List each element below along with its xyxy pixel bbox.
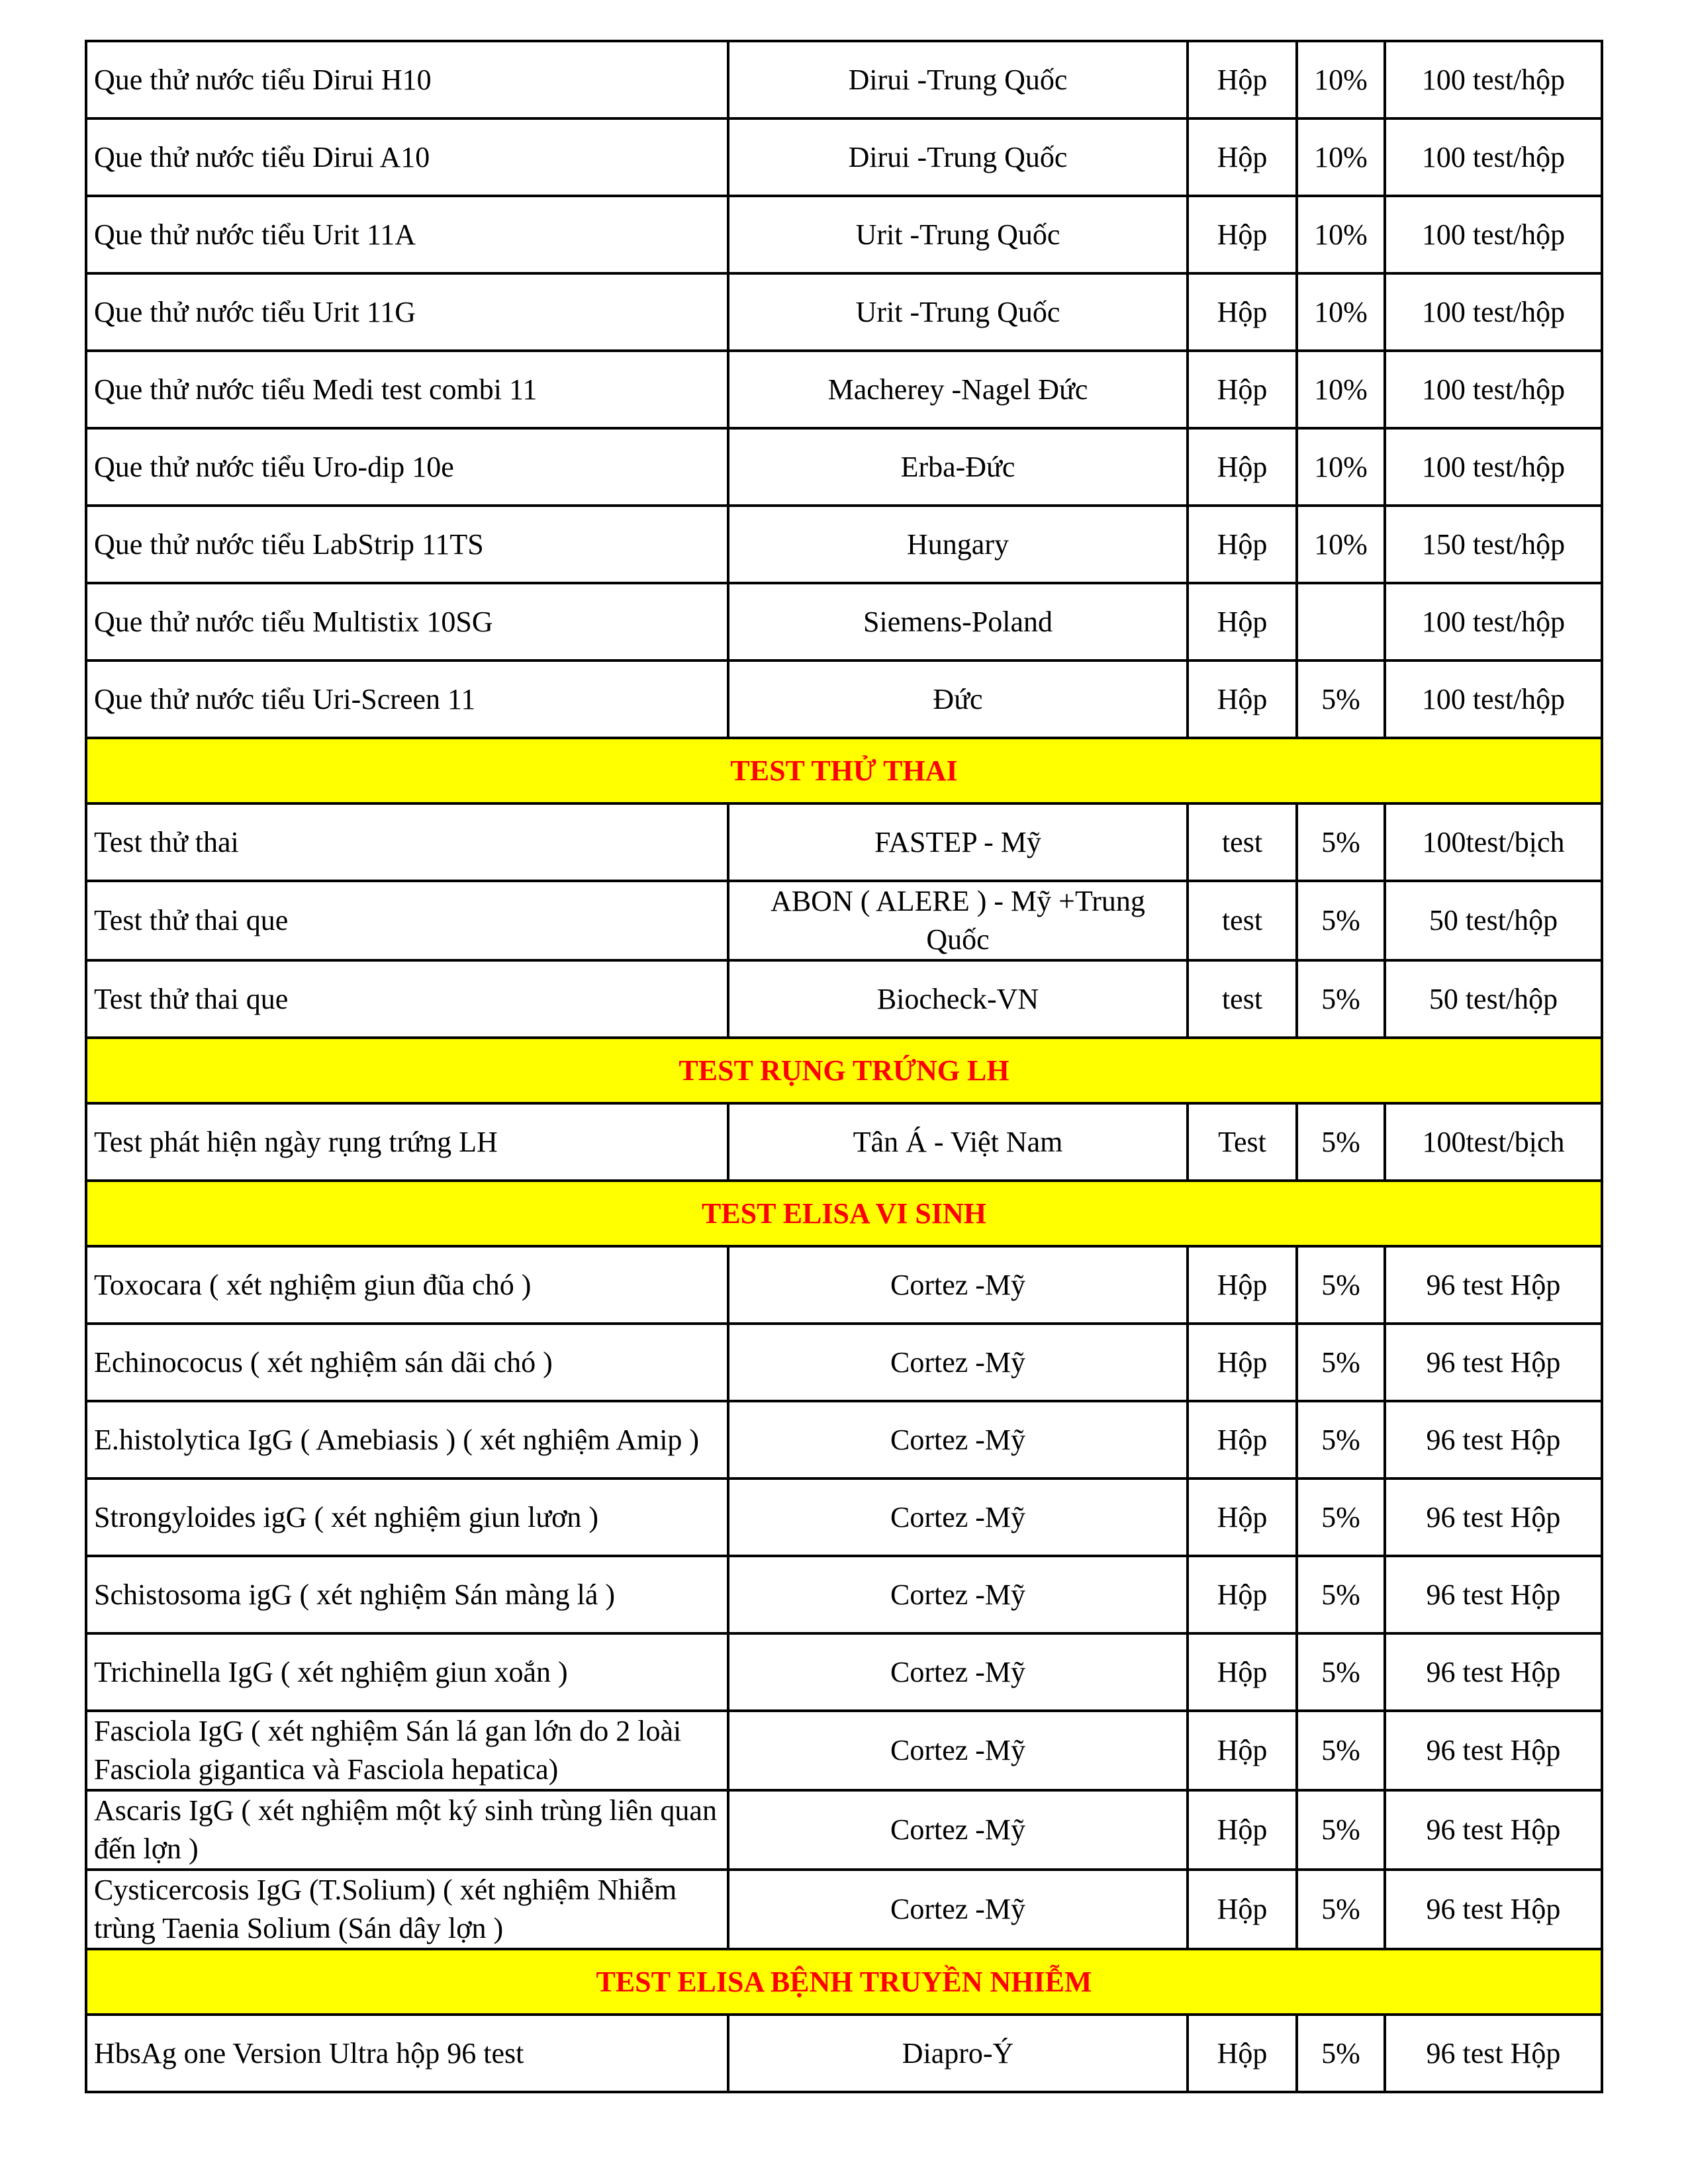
product-name-cell: Que thử nước tiểu Uro-dip 10e bbox=[86, 428, 728, 506]
unit-cell: Hộp bbox=[1188, 1870, 1297, 1949]
unit-cell: Hộp bbox=[1188, 118, 1297, 196]
unit-cell: Hộp bbox=[1188, 1790, 1297, 1870]
table-row bbox=[86, 1103, 1602, 1181]
product-name-cell: Que thử nước tiểu Urit 11A bbox=[86, 196, 728, 273]
unit-cell: Hộp bbox=[1188, 506, 1297, 583]
pack-size-cell: 100 test/hộp bbox=[1385, 428, 1602, 506]
table-row bbox=[86, 960, 1602, 1038]
pack-size-cell: 96 test Hộp bbox=[1385, 1401, 1602, 1479]
unit-cell: test bbox=[1188, 960, 1297, 1038]
discount-cell: 10% bbox=[1297, 41, 1385, 118]
discount-cell: 5% bbox=[1297, 1633, 1385, 1711]
product-name-cell: Echinococus ( xét nghiệm sán dãi chó ) bbox=[86, 1324, 728, 1401]
table-row bbox=[86, 1711, 1602, 1790]
origin-cell: Dirui -Trung Quốc bbox=[728, 41, 1188, 118]
product-name-cell: Schistosoma igG ( xét nghiệm Sán màng lá ) bbox=[86, 1556, 728, 1633]
table-row bbox=[86, 881, 1602, 960]
product-name-cell: Que thử nước tiểu Dirui H10 bbox=[86, 41, 728, 118]
section-title: TEST ELISA BỆNH TRUYỀN NHIỄM bbox=[86, 1949, 1602, 2015]
table-row bbox=[86, 41, 1602, 118]
product-name-cell: Cysticercosis IgG (T.Solium) ( xét nghiệm Nhiễm trùng Taenia Solium (Sán dây lợn ) bbox=[86, 1870, 728, 1949]
section-title: TEST THỬ THAI bbox=[86, 738, 1602, 803]
origin-cell: Cortez -Mỹ bbox=[728, 1324, 1188, 1401]
pack-size-cell: 96 test Hộp bbox=[1385, 2015, 1602, 2092]
product-name-cell: Que thử nước tiểu Uri-Screen 11 bbox=[86, 660, 728, 738]
origin-cell: Đức bbox=[728, 660, 1188, 738]
product-name-cell: Test thử thai bbox=[86, 803, 728, 881]
unit-cell: Hộp bbox=[1188, 1324, 1297, 1401]
section-title: TEST RỤNG TRỨNG LH bbox=[86, 1038, 1602, 1103]
origin-cell: Urit -Trung Quốc bbox=[728, 196, 1188, 273]
section-header-row bbox=[86, 1038, 1602, 1103]
discount-cell bbox=[1297, 583, 1385, 660]
origin-cell: ABON ( ALERE ) - Mỹ +Trung Quốc bbox=[728, 881, 1188, 960]
pack-size-cell: 100 test/hộp bbox=[1385, 196, 1602, 273]
product-name-cell: E.histolytica IgG ( Amebiasis ) ( xét nghiệm Amip ) bbox=[86, 1401, 728, 1479]
discount-cell: 5% bbox=[1297, 881, 1385, 960]
origin-cell: Cortez -Mỹ bbox=[728, 1790, 1188, 1870]
table-row bbox=[86, 2015, 1602, 2092]
product-name-cell: Que thử nước tiểu LabStrip 11TS bbox=[86, 506, 728, 583]
product-name-cell: Trichinella IgG ( xét nghiệm giun xoắn ) bbox=[86, 1633, 728, 1711]
table-row bbox=[86, 1401, 1602, 1479]
product-name-cell: Que thử nước tiểu Urit 11G bbox=[86, 273, 728, 351]
product-name-cell: Test thử thai que bbox=[86, 881, 728, 960]
unit-cell: Hộp bbox=[1188, 1556, 1297, 1633]
pack-size-cell: 100 test/hộp bbox=[1385, 660, 1602, 738]
table-row bbox=[86, 273, 1602, 351]
discount-cell: 5% bbox=[1297, 1401, 1385, 1479]
product-name-cell: Ascaris IgG ( xét nghiệm một ký sinh trùng liên quan đến lợn ) bbox=[86, 1790, 728, 1870]
pack-size-cell: 96 test Hộp bbox=[1385, 1711, 1602, 1790]
pack-size-cell: 96 test Hộp bbox=[1385, 1479, 1602, 1556]
discount-cell: 10% bbox=[1297, 273, 1385, 351]
discount-cell: 10% bbox=[1297, 506, 1385, 583]
unit-cell: test bbox=[1188, 881, 1297, 960]
origin-cell: Diapro-Ý bbox=[728, 2015, 1188, 2092]
origin-cell: Macherey -Nagel Đức bbox=[728, 351, 1188, 428]
product-price-table bbox=[85, 40, 1603, 2093]
pack-size-cell: 100 test/hộp bbox=[1385, 583, 1602, 660]
origin-cell: Tân Á - Việt Nam bbox=[728, 1103, 1188, 1181]
pack-size-cell: 96 test Hộp bbox=[1385, 1324, 1602, 1401]
unit-cell: Hộp bbox=[1188, 2015, 1297, 2092]
pack-size-cell: 100 test/hộp bbox=[1385, 118, 1602, 196]
discount-cell: 10% bbox=[1297, 351, 1385, 428]
table-row bbox=[86, 583, 1602, 660]
section-title: TEST ELISA VI SINH bbox=[86, 1181, 1602, 1246]
pack-size-cell: 100 test/hộp bbox=[1385, 41, 1602, 118]
discount-cell: 5% bbox=[1297, 1103, 1385, 1181]
table-row bbox=[86, 660, 1602, 738]
pack-size-cell: 150 test/hộp bbox=[1385, 506, 1602, 583]
discount-cell: 5% bbox=[1297, 803, 1385, 881]
unit-cell: Hộp bbox=[1188, 1711, 1297, 1790]
table-row bbox=[86, 351, 1602, 428]
unit-cell: Hộp bbox=[1188, 41, 1297, 118]
unit-cell: Hộp bbox=[1188, 351, 1297, 428]
origin-cell: Cortez -Mỹ bbox=[728, 1556, 1188, 1633]
discount-cell: 5% bbox=[1297, 1870, 1385, 1949]
discount-cell: 10% bbox=[1297, 118, 1385, 196]
pack-size-cell: 96 test Hộp bbox=[1385, 1633, 1602, 1711]
origin-cell: Cortez -Mỹ bbox=[728, 1479, 1188, 1556]
product-name-cell: Toxocara ( xét nghiệm giun đũa chó ) bbox=[86, 1246, 728, 1324]
origin-cell: Dirui -Trung Quốc bbox=[728, 118, 1188, 196]
origin-cell: Cortez -Mỹ bbox=[728, 1401, 1188, 1479]
pack-size-cell: 100test/bịch bbox=[1385, 1103, 1602, 1181]
discount-cell: 5% bbox=[1297, 1790, 1385, 1870]
product-name-cell: Strongyloides igG ( xét nghiệm giun lươn ) bbox=[86, 1479, 728, 1556]
table-row bbox=[86, 118, 1602, 196]
section-header-row bbox=[86, 1949, 1602, 2015]
table-row bbox=[86, 1246, 1602, 1324]
origin-cell: Siemens-Poland bbox=[728, 583, 1188, 660]
product-name-cell: HbsAg one Version Ultra hộp 96 test bbox=[86, 2015, 728, 2092]
discount-cell: 5% bbox=[1297, 1324, 1385, 1401]
pack-size-cell: 96 test Hộp bbox=[1385, 1246, 1602, 1324]
discount-cell: 10% bbox=[1297, 196, 1385, 273]
section-header-row bbox=[86, 738, 1602, 803]
product-name-cell: Que thử nước tiểu Dirui A10 bbox=[86, 118, 728, 196]
pack-size-cell: 100test/bịch bbox=[1385, 803, 1602, 881]
table-row bbox=[86, 1633, 1602, 1711]
discount-cell: 5% bbox=[1297, 1711, 1385, 1790]
table-row bbox=[86, 1790, 1602, 1870]
discount-cell: 5% bbox=[1297, 2015, 1385, 2092]
pack-size-cell: 100 test/hộp bbox=[1385, 351, 1602, 428]
table-row bbox=[86, 196, 1602, 273]
pack-size-cell: 100 test/hộp bbox=[1385, 273, 1602, 351]
unit-cell: Hộp bbox=[1188, 583, 1297, 660]
table-row bbox=[86, 1324, 1602, 1401]
product-name-cell: Test phát hiện ngày rụng trứng LH bbox=[86, 1103, 728, 1181]
origin-cell: Cortez -Mỹ bbox=[728, 1246, 1188, 1324]
unit-cell: test bbox=[1188, 803, 1297, 881]
pack-size-cell: 50 test/hộp bbox=[1385, 960, 1602, 1038]
discount-cell: 5% bbox=[1297, 660, 1385, 738]
discount-cell: 5% bbox=[1297, 1246, 1385, 1324]
origin-cell: Urit -Trung Quốc bbox=[728, 273, 1188, 351]
unit-cell: Hộp bbox=[1188, 428, 1297, 506]
table-row bbox=[86, 1556, 1602, 1633]
unit-cell: Hộp bbox=[1188, 196, 1297, 273]
unit-cell: Hộp bbox=[1188, 1633, 1297, 1711]
product-name-cell: Test thử thai que bbox=[86, 960, 728, 1038]
table-row bbox=[86, 428, 1602, 506]
table-row bbox=[86, 1479, 1602, 1556]
unit-cell: Hộp bbox=[1188, 660, 1297, 738]
table-row bbox=[86, 506, 1602, 583]
discount-cell: 5% bbox=[1297, 1479, 1385, 1556]
discount-cell: 5% bbox=[1297, 960, 1385, 1038]
unit-cell: Hộp bbox=[1188, 273, 1297, 351]
unit-cell: Hộp bbox=[1188, 1479, 1297, 1556]
origin-cell: Biocheck-VN bbox=[728, 960, 1188, 1038]
discount-cell: 10% bbox=[1297, 428, 1385, 506]
pack-size-cell: 50 test/hộp bbox=[1385, 881, 1602, 960]
origin-cell: Cortez -Mỹ bbox=[728, 1633, 1188, 1711]
table-row bbox=[86, 1870, 1602, 1949]
unit-cell: Hộp bbox=[1188, 1401, 1297, 1479]
pack-size-cell: 96 test Hộp bbox=[1385, 1870, 1602, 1949]
pack-size-cell: 96 test Hộp bbox=[1385, 1556, 1602, 1633]
product-name-cell: Que thử nước tiểu Medi test combi 11 bbox=[86, 351, 728, 428]
discount-cell: 5% bbox=[1297, 1556, 1385, 1633]
origin-cell: Cortez -Mỹ bbox=[728, 1711, 1188, 1790]
product-name-cell: Que thử nước tiểu Multistix 10SG bbox=[86, 583, 728, 660]
origin-cell: Cortez -Mỹ bbox=[728, 1870, 1188, 1949]
section-header-row bbox=[86, 1181, 1602, 1246]
table-row bbox=[86, 803, 1602, 881]
origin-cell: Erba-Đức bbox=[728, 428, 1188, 506]
unit-cell: Hộp bbox=[1188, 1246, 1297, 1324]
unit-cell: Test bbox=[1188, 1103, 1297, 1181]
origin-cell: Hungary bbox=[728, 506, 1188, 583]
product-name-cell: Fasciola IgG ( xét nghiệm Sán lá gan lớn do 2 loài Fasciola gigantica và Fasciola hepatica) bbox=[86, 1711, 728, 1790]
pack-size-cell: 96 test Hộp bbox=[1385, 1790, 1602, 1870]
origin-cell: FASTEP - Mỹ bbox=[728, 803, 1188, 881]
